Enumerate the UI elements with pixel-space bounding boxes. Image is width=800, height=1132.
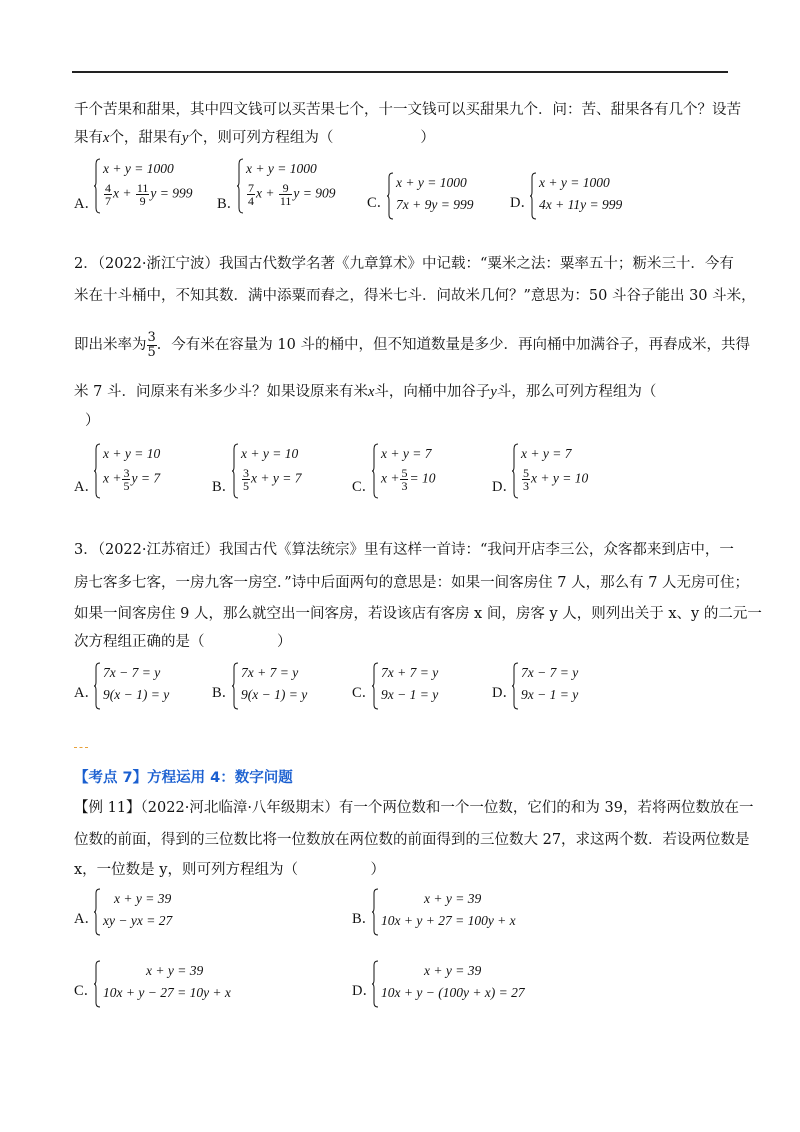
brace-icon xyxy=(372,662,379,710)
q3a-eq1: 7x − 7 = y xyxy=(103,665,161,680)
q1-option-a[interactable]: A． x + y = 1000 $\frac{4}{7}$ x + $\frac{11}{9}$ y = 999 xyxy=(74,158,214,214)
q1a-eq1: x + y = 1000 xyxy=(103,161,174,176)
brace-icon xyxy=(94,662,101,710)
q3d-eq2: 9x − 1 = y xyxy=(521,687,579,702)
q4b-eq2: 10x + y + 27 = 100y + x xyxy=(381,913,516,928)
q2-option-a[interactable]: A． x + y = 10 x + $\frac{3}{5}$ y = 7 xyxy=(74,443,204,499)
q1-text-line1: 千个苦果和甜果，其中四文钱可以买苦果七个，十一文钱可以买甜果九个．问：苦、甜果各有几个？设苦 xyxy=(74,102,741,118)
q1b-eq2: $\frac{7}{4}$ x + $\frac{9}{11}$ y = 909 xyxy=(248,181,336,208)
q1-option-d[interactable]: D． x + y = 1000 4x + 11y = 999 xyxy=(510,172,640,220)
q2-text-line3: 即出米率为 $\frac{3}{5}$ ．今有米在容量为 10 斗的桶中，但不知道数量是多少．再向桶中加满谷子，再舂成米，共得 xyxy=(74,329,750,360)
q1a-eq2: $\frac{4}{7}$ x + $\frac{11}{9}$ y = 999 xyxy=(105,181,193,208)
section-heading: 【考点 7】方程运用 4：数字问题 xyxy=(74,770,293,786)
q3b-eq2: 9(x − 1) = y xyxy=(241,687,308,702)
q3b-eq1: 7x + 7 = y xyxy=(241,665,299,680)
q4-text-line2: 位数的前面，得到的三位数比将一位数放在两位数的前面得到的三位数大 27，求这两个数．若设两位数是 xyxy=(74,832,750,848)
q2b-eq1: x + y = 10 xyxy=(241,446,299,461)
q4c-eq1: x + y = 39 xyxy=(146,963,204,978)
q3-option-b[interactable]: B． 7x + 7 = y 9(x − 1) = y xyxy=(212,662,342,710)
q2-text-line2: 米在十斗桶中，不知其数．满中添粟而舂之，得米七斗．问故米几何？”意思为：50 斗谷子能出 30 斗米， xyxy=(74,288,756,304)
q2d-eq2: $\frac{5}{3}$ x + y = 10 xyxy=(523,466,589,493)
brace-icon xyxy=(372,888,379,936)
brace-icon xyxy=(372,960,379,1008)
brace-icon xyxy=(232,662,239,710)
brace-icon xyxy=(530,172,537,220)
q3c-eq1: 7x + 7 = y xyxy=(381,665,439,680)
brace-icon xyxy=(94,443,101,499)
q4a-eq2: xy − yx = 27 xyxy=(103,913,173,928)
section-marker xyxy=(74,747,88,749)
brace-icon xyxy=(94,888,101,936)
q1d-eq1: x + y = 1000 xyxy=(539,175,610,190)
q3-text-line4: 次方程组正确的是（ ） xyxy=(74,634,292,650)
brace-icon xyxy=(94,158,101,214)
q1d-eq2: 4x + 11y = 999 xyxy=(539,197,623,212)
brace-icon xyxy=(237,158,244,214)
q3-option-c[interactable]: C． 7x + 7 = y 9x − 1 = y xyxy=(352,662,482,710)
q3c-eq2: 9x − 1 = y xyxy=(381,687,439,702)
q4a-eq1: x + y = 39 xyxy=(114,891,172,906)
q2-text-line4: 米 7 斗．问原来有米多少斗？如果设原来有米x斗，向桶中加谷子y斗，那么可列方程组为（ xyxy=(74,384,657,400)
q4c-eq2: 10x + y − 27 = 10y + x xyxy=(103,985,231,1000)
q1-option-c[interactable]: C． x + y = 1000 7x + 9y = 999 xyxy=(367,172,487,220)
q2-option-c[interactable]: C． x + y = 7 x + $\frac{5}{3}$ = 10 xyxy=(352,443,482,499)
q4b-eq1: x + y = 39 xyxy=(424,891,482,906)
q2d-eq1: x + y = 7 xyxy=(521,446,572,461)
brace-icon xyxy=(232,443,239,499)
q2a-eq2: x + $\frac{3}{5}$ y = 7 xyxy=(103,466,161,493)
q4-text-line1: 【例 11】（2022·河北临漳·八年级期末）有一个两位数和一个一位数，它们的和为 39，若将两位数放在一 xyxy=(74,800,754,816)
q4-option-b[interactable]: B． x + y = 39 10x + y + 27 = 100y + x xyxy=(352,888,612,936)
q3-option-d[interactable]: D． 7x − 7 = y 9x − 1 = y xyxy=(492,662,622,710)
q4d-eq2: 10x + y − (100y + x) = 27 xyxy=(381,985,525,1000)
q2a-eq1: x + y = 10 xyxy=(103,446,161,461)
q1b-eq1: x + y = 1000 xyxy=(246,161,317,176)
q2c-eq2: x + $\frac{5}{3}$ = 10 xyxy=(381,466,436,493)
brace-icon xyxy=(94,960,101,1008)
q1-text-line2: 果有x个，甜果有y个，则可列方程组为（ ） xyxy=(74,130,435,146)
q1-option-b[interactable]: B． x + y = 1000 $\frac{7}{4}$ x + $\frac{9}{11}$ y = 909 xyxy=(217,158,357,214)
header-rule xyxy=(72,71,728,73)
q4-option-a[interactable]: A． x + y = 39 xy − yx = 27 xyxy=(74,888,274,936)
q3-text-line2: 房七客多七客，一房九客一房空．”诗中后面两句的意思是：如果一间客房住 7 人，那么有 7 人无房可住； xyxy=(74,575,750,591)
q2-option-b[interactable]: B． x + y = 10 $\frac{3}{5}$ x + y = 7 xyxy=(212,443,342,499)
q3-text-line1: 3．（2022·江苏宿迁）我国古代《算法统宗》里有这样一首诗：“我问开店李三公，众客都来到店中，一 xyxy=(74,542,734,558)
brace-icon xyxy=(372,443,379,499)
q4-text-line3: x，一位数是 y，则可列方程组为（ ） xyxy=(74,862,385,878)
q3d-eq1: 7x − 7 = y xyxy=(521,665,579,680)
q2-text-line1: 2．（2022·浙江宁波）我国古代数学名著《九章算术》中记载：“粟米之法：粟率五十；粝米三十．今有 xyxy=(74,256,734,272)
q2-option-d[interactable]: D． x + y = 7 $\frac{5}{3}$ x + y = 10 xyxy=(492,443,632,499)
q4-option-d[interactable]: D． x + y = 39 10x + y − (100y + x) = 27 xyxy=(352,960,612,1008)
q3-option-a[interactable]: A． 7x − 7 = y 9(x − 1) = y xyxy=(74,662,204,710)
q1c-eq1: x + y = 1000 xyxy=(396,175,467,190)
q3a-eq2: 9(x − 1) = y xyxy=(103,687,170,702)
brace-icon xyxy=(387,172,394,220)
brace-icon xyxy=(512,662,519,710)
q4d-eq1: x + y = 39 xyxy=(424,963,482,978)
q2b-eq2: $\frac{3}{5}$ x + y = 7 xyxy=(243,466,302,493)
q2c-eq1: x + y = 7 xyxy=(381,446,432,461)
q2-text-line5: ） xyxy=(85,413,100,429)
q1c-eq2: 7x + 9y = 999 xyxy=(396,197,474,212)
brace-icon xyxy=(512,443,519,499)
q4-option-c[interactable]: C． x + y = 39 10x + y − 27 = 10y + x xyxy=(74,960,334,1008)
q3-text-line3: 如果一间客房住 9 人，那么就空出一间客房，若设该店有客房 x 间，房客 y 人，则列出关于 x、y 的二元一 xyxy=(74,606,762,622)
